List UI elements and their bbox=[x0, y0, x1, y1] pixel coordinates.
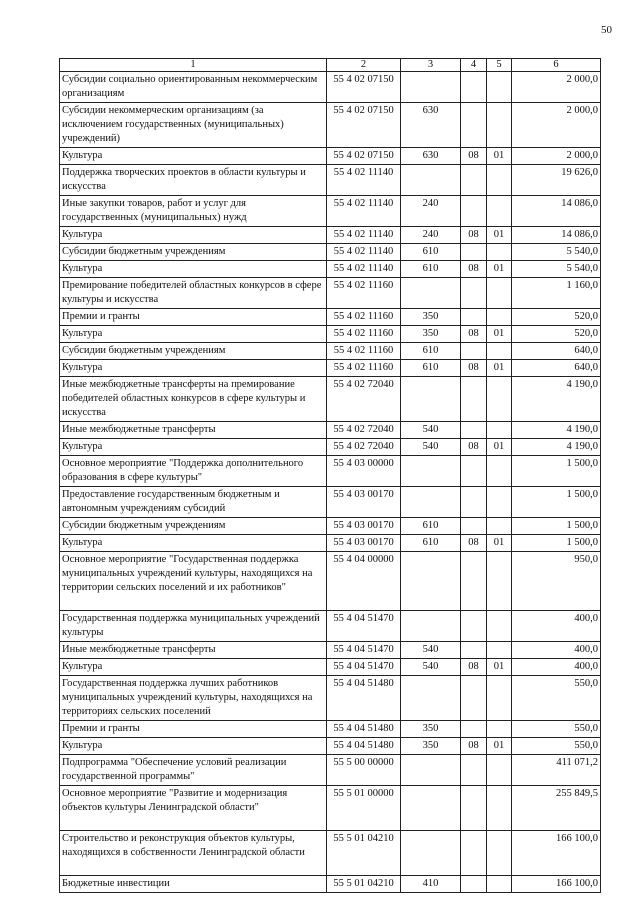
row-amount: 1 160,0 bbox=[512, 278, 601, 309]
row-code: 55 4 03 00170 bbox=[327, 535, 401, 552]
row-subsection: 01 bbox=[487, 738, 512, 755]
table-row bbox=[60, 227, 601, 244]
row-section bbox=[461, 786, 487, 831]
row-amount: 1 500,0 bbox=[512, 535, 601, 552]
row-name: Премирование победителей областных конкурсов в сфере культуры и искусства bbox=[60, 278, 327, 309]
row-amount: 550,0 bbox=[512, 738, 601, 755]
column-header: 6 bbox=[512, 59, 601, 72]
row-name: Культура bbox=[60, 535, 327, 552]
row-code: 55 4 02 11160 bbox=[327, 309, 401, 326]
row-code: 55 4 03 00170 bbox=[327, 518, 401, 535]
table-row bbox=[60, 309, 601, 326]
row-name: Государственная поддержка муниципальных учреждений культуры bbox=[60, 611, 327, 642]
table-body bbox=[60, 72, 601, 893]
table-row bbox=[60, 642, 601, 659]
table-row bbox=[60, 676, 601, 721]
row-name: Иные межбюджетные трансферты на премирование победителей областных конкурсов в сфере культуры и искусства bbox=[60, 377, 327, 422]
row-amount: 2 000,0 bbox=[512, 148, 601, 165]
column-header: 3 bbox=[401, 59, 461, 72]
row-expense-type bbox=[401, 676, 461, 721]
row-section bbox=[461, 309, 487, 326]
row-name: Культура bbox=[60, 659, 327, 676]
row-section bbox=[461, 611, 487, 642]
row-amount: 400,0 bbox=[512, 642, 601, 659]
row-amount: 5 540,0 bbox=[512, 244, 601, 261]
row-subsection bbox=[487, 103, 512, 148]
row-amount: 14 086,0 bbox=[512, 227, 601, 244]
row-name: Премии и гранты bbox=[60, 309, 327, 326]
table-row bbox=[60, 326, 601, 343]
budget-table bbox=[59, 58, 601, 893]
page-number: 50 bbox=[601, 24, 612, 36]
row-section bbox=[461, 487, 487, 518]
row-section bbox=[461, 552, 487, 611]
row-amount: 550,0 bbox=[512, 721, 601, 738]
row-subsection bbox=[487, 343, 512, 360]
row-subsection bbox=[487, 552, 512, 611]
row-name: Подпрограмма "Обеспечение условий реализации государственной программы" bbox=[60, 755, 327, 786]
row-expense-type: 540 bbox=[401, 422, 461, 439]
row-code: 55 4 02 72040 bbox=[327, 377, 401, 422]
row-section: 08 bbox=[461, 535, 487, 552]
row-section bbox=[461, 642, 487, 659]
row-subsection: 01 bbox=[487, 261, 512, 278]
row-amount: 2 000,0 bbox=[512, 103, 601, 148]
row-subsection: 01 bbox=[487, 659, 512, 676]
row-amount: 1 500,0 bbox=[512, 456, 601, 487]
row-section: 08 bbox=[461, 738, 487, 755]
row-expense-type: 240 bbox=[401, 196, 461, 227]
row-expense-type bbox=[401, 611, 461, 642]
row-name: Культура bbox=[60, 439, 327, 456]
row-code: 55 4 04 51470 bbox=[327, 611, 401, 642]
row-subsection bbox=[487, 165, 512, 196]
row-expense-type bbox=[401, 165, 461, 196]
column-header: 1 bbox=[60, 59, 327, 72]
row-code: 55 4 02 72040 bbox=[327, 439, 401, 456]
table-row bbox=[60, 360, 601, 377]
table-row bbox=[60, 518, 601, 535]
row-section: 08 bbox=[461, 360, 487, 377]
row-amount: 14 086,0 bbox=[512, 196, 601, 227]
row-name: Субсидии социально ориентированным некоммерческим организациям bbox=[60, 72, 327, 103]
row-amount: 550,0 bbox=[512, 676, 601, 721]
row-subsection bbox=[487, 487, 512, 518]
row-name: Основное мероприятие "Государственная поддержка муниципальных учреждений культуры, находящихся на территории сельских поселений и их работников" bbox=[60, 552, 327, 611]
row-name: Культура bbox=[60, 148, 327, 165]
row-expense-type bbox=[401, 552, 461, 611]
table-row bbox=[60, 244, 601, 261]
row-subsection: 01 bbox=[487, 227, 512, 244]
row-amount: 400,0 bbox=[512, 659, 601, 676]
row-amount: 520,0 bbox=[512, 326, 601, 343]
row-code: 55 5 01 04210 bbox=[327, 831, 401, 876]
row-amount: 640,0 bbox=[512, 343, 601, 360]
row-amount: 19 626,0 bbox=[512, 165, 601, 196]
row-code: 55 4 02 11140 bbox=[327, 244, 401, 261]
row-code: 55 4 02 11140 bbox=[327, 196, 401, 227]
row-amount: 950,0 bbox=[512, 552, 601, 611]
row-amount: 640,0 bbox=[512, 360, 601, 377]
row-expense-type: 410 bbox=[401, 876, 461, 893]
row-subsection bbox=[487, 518, 512, 535]
row-code: 55 4 02 07150 bbox=[327, 103, 401, 148]
table-row bbox=[60, 456, 601, 487]
row-code: 55 4 02 11160 bbox=[327, 278, 401, 309]
row-expense-type bbox=[401, 831, 461, 876]
row-subsection bbox=[487, 642, 512, 659]
row-subsection bbox=[487, 786, 512, 831]
row-subsection: 01 bbox=[487, 439, 512, 456]
row-name: Государственная поддержка лучших работников муниципальных учреждений культуры, находящихся на территориях сельских поселений bbox=[60, 676, 327, 721]
table-row bbox=[60, 343, 601, 360]
row-expense-type: 350 bbox=[401, 721, 461, 738]
row-expense-type: 610 bbox=[401, 343, 461, 360]
row-subsection bbox=[487, 377, 512, 422]
row-amount: 411 071,2 bbox=[512, 755, 601, 786]
row-subsection bbox=[487, 278, 512, 309]
table-row bbox=[60, 738, 601, 755]
row-expense-type: 240 bbox=[401, 227, 461, 244]
row-amount: 2 000,0 bbox=[512, 72, 601, 103]
table-row bbox=[60, 261, 601, 278]
table-row bbox=[60, 165, 601, 196]
table-row bbox=[60, 755, 601, 786]
row-name: Строительство и реконструкция объектов культуры, находящихся в собственности Ленинградской области bbox=[60, 831, 327, 876]
table-row bbox=[60, 148, 601, 165]
row-code: 55 4 02 72040 bbox=[327, 422, 401, 439]
row-section bbox=[461, 876, 487, 893]
row-name: Культура bbox=[60, 227, 327, 244]
table-row bbox=[60, 535, 601, 552]
row-code: 55 4 02 07150 bbox=[327, 148, 401, 165]
row-expense-type: 610 bbox=[401, 244, 461, 261]
row-expense-type: 540 bbox=[401, 659, 461, 676]
table-row bbox=[60, 422, 601, 439]
row-expense-type: 350 bbox=[401, 326, 461, 343]
row-code: 55 4 02 07150 bbox=[327, 72, 401, 103]
row-amount: 4 190,0 bbox=[512, 439, 601, 456]
row-name: Предоставление государственным бюджетным и автономным учреждениям субсидий bbox=[60, 487, 327, 518]
row-section bbox=[461, 422, 487, 439]
row-subsection bbox=[487, 755, 512, 786]
row-amount: 255 849,5 bbox=[512, 786, 601, 831]
row-amount: 4 190,0 bbox=[512, 422, 601, 439]
row-section bbox=[461, 343, 487, 360]
row-expense-type: 350 bbox=[401, 309, 461, 326]
row-subsection bbox=[487, 721, 512, 738]
row-name: Поддержка творческих проектов в области культуры и искусства bbox=[60, 165, 327, 196]
row-code: 55 4 02 11140 bbox=[327, 165, 401, 196]
row-expense-type: 630 bbox=[401, 103, 461, 148]
table-row bbox=[60, 552, 601, 611]
row-section bbox=[461, 831, 487, 876]
table-row bbox=[60, 659, 601, 676]
row-name: Субсидии бюджетным учреждениям bbox=[60, 343, 327, 360]
row-amount: 520,0 bbox=[512, 309, 601, 326]
row-name: Культура bbox=[60, 738, 327, 755]
table-row bbox=[60, 196, 601, 227]
row-code: 55 4 02 11160 bbox=[327, 343, 401, 360]
row-section bbox=[461, 103, 487, 148]
row-expense-type bbox=[401, 487, 461, 518]
row-name: Субсидии некоммерческим организациям (за исключением государственных (муниципальных) учреждений) bbox=[60, 103, 327, 148]
row-expense-type: 540 bbox=[401, 439, 461, 456]
row-code: 55 5 00 00000 bbox=[327, 755, 401, 786]
row-code: 55 4 03 00170 bbox=[327, 487, 401, 518]
row-section: 08 bbox=[461, 261, 487, 278]
table-row bbox=[60, 377, 601, 422]
row-subsection: 01 bbox=[487, 148, 512, 165]
table-row bbox=[60, 487, 601, 518]
row-expense-type: 350 bbox=[401, 738, 461, 755]
row-subsection bbox=[487, 456, 512, 487]
row-expense-type: 610 bbox=[401, 360, 461, 377]
row-amount: 1 500,0 bbox=[512, 487, 601, 518]
row-name: Субсидии бюджетным учреждениям bbox=[60, 518, 327, 535]
row-name: Культура bbox=[60, 326, 327, 343]
row-expense-type: 610 bbox=[401, 261, 461, 278]
table-row bbox=[60, 72, 601, 103]
row-subsection: 01 bbox=[487, 326, 512, 343]
row-code: 55 4 04 51470 bbox=[327, 659, 401, 676]
table-row bbox=[60, 721, 601, 738]
row-name: Основное мероприятие "Развитие и модернизация объектов культуры Ленинградской области" bbox=[60, 786, 327, 831]
row-section bbox=[461, 721, 487, 738]
row-code: 55 4 02 11160 bbox=[327, 326, 401, 343]
row-subsection bbox=[487, 876, 512, 893]
column-header: 5 bbox=[487, 59, 512, 72]
row-subsection bbox=[487, 422, 512, 439]
row-expense-type bbox=[401, 278, 461, 309]
row-name: Премии и гранты bbox=[60, 721, 327, 738]
row-name: Бюджетные инвестиции bbox=[60, 876, 327, 893]
table-row bbox=[60, 439, 601, 456]
row-section bbox=[461, 244, 487, 261]
row-amount: 1 500,0 bbox=[512, 518, 601, 535]
row-section: 08 bbox=[461, 439, 487, 456]
row-code: 55 4 04 51480 bbox=[327, 721, 401, 738]
row-expense-type bbox=[401, 755, 461, 786]
row-amount: 166 100,0 bbox=[512, 876, 601, 893]
row-name: Субсидии бюджетным учреждениям bbox=[60, 244, 327, 261]
row-section bbox=[461, 72, 487, 103]
row-expense-type: 630 bbox=[401, 148, 461, 165]
row-subsection bbox=[487, 244, 512, 261]
row-name: Основное мероприятие "Поддержка дополнительного образования в сфере культуры" bbox=[60, 456, 327, 487]
row-code: 55 5 01 04210 bbox=[327, 876, 401, 893]
row-amount: 400,0 bbox=[512, 611, 601, 642]
row-amount: 166 100,0 bbox=[512, 831, 601, 876]
row-code: 55 4 04 51470 bbox=[327, 642, 401, 659]
row-subsection bbox=[487, 611, 512, 642]
row-section: 08 bbox=[461, 659, 487, 676]
table-row bbox=[60, 786, 601, 831]
row-expense-type: 610 bbox=[401, 535, 461, 552]
column-header: 4 bbox=[461, 59, 487, 72]
row-code: 55 4 02 11140 bbox=[327, 227, 401, 244]
row-section bbox=[461, 165, 487, 196]
table-row bbox=[60, 278, 601, 309]
table-row bbox=[60, 831, 601, 876]
table-row bbox=[60, 876, 601, 893]
row-amount: 4 190,0 bbox=[512, 377, 601, 422]
row-section: 08 bbox=[461, 326, 487, 343]
row-name: Иные закупки товаров, работ и услуг для государственных (муниципальных) нужд bbox=[60, 196, 327, 227]
row-section: 08 bbox=[461, 148, 487, 165]
row-expense-type bbox=[401, 377, 461, 422]
row-section bbox=[461, 755, 487, 786]
row-section bbox=[461, 377, 487, 422]
row-section bbox=[461, 278, 487, 309]
row-name: Иные межбюджетные трансферты bbox=[60, 642, 327, 659]
row-expense-type: 540 bbox=[401, 642, 461, 659]
row-expense-type bbox=[401, 456, 461, 487]
table-row bbox=[60, 103, 601, 148]
row-expense-type: 610 bbox=[401, 518, 461, 535]
row-amount: 5 540,0 bbox=[512, 261, 601, 278]
row-subsection bbox=[487, 72, 512, 103]
row-subsection bbox=[487, 309, 512, 326]
row-expense-type bbox=[401, 786, 461, 831]
row-section bbox=[461, 196, 487, 227]
table-row bbox=[60, 611, 601, 642]
row-code: 55 5 01 00000 bbox=[327, 786, 401, 831]
row-name: Культура bbox=[60, 261, 327, 278]
row-code: 55 4 03 00000 bbox=[327, 456, 401, 487]
row-subsection: 01 bbox=[487, 360, 512, 377]
row-section bbox=[461, 518, 487, 535]
row-subsection: 01 bbox=[487, 535, 512, 552]
row-subsection bbox=[487, 196, 512, 227]
column-header: 2 bbox=[327, 59, 401, 72]
row-code: 55 4 04 00000 bbox=[327, 552, 401, 611]
row-code: 55 4 04 51480 bbox=[327, 676, 401, 721]
column-number-row bbox=[60, 59, 601, 72]
row-section bbox=[461, 676, 487, 721]
row-name: Культура bbox=[60, 360, 327, 377]
row-code: 55 4 02 11160 bbox=[327, 360, 401, 377]
row-subsection bbox=[487, 676, 512, 721]
row-code: 55 4 02 11140 bbox=[327, 261, 401, 278]
row-subsection bbox=[487, 831, 512, 876]
row-section: 08 bbox=[461, 227, 487, 244]
row-section bbox=[461, 456, 487, 487]
row-name: Иные межбюджетные трансферты bbox=[60, 422, 327, 439]
row-expense-type bbox=[401, 72, 461, 103]
row-code: 55 4 04 51480 bbox=[327, 738, 401, 755]
